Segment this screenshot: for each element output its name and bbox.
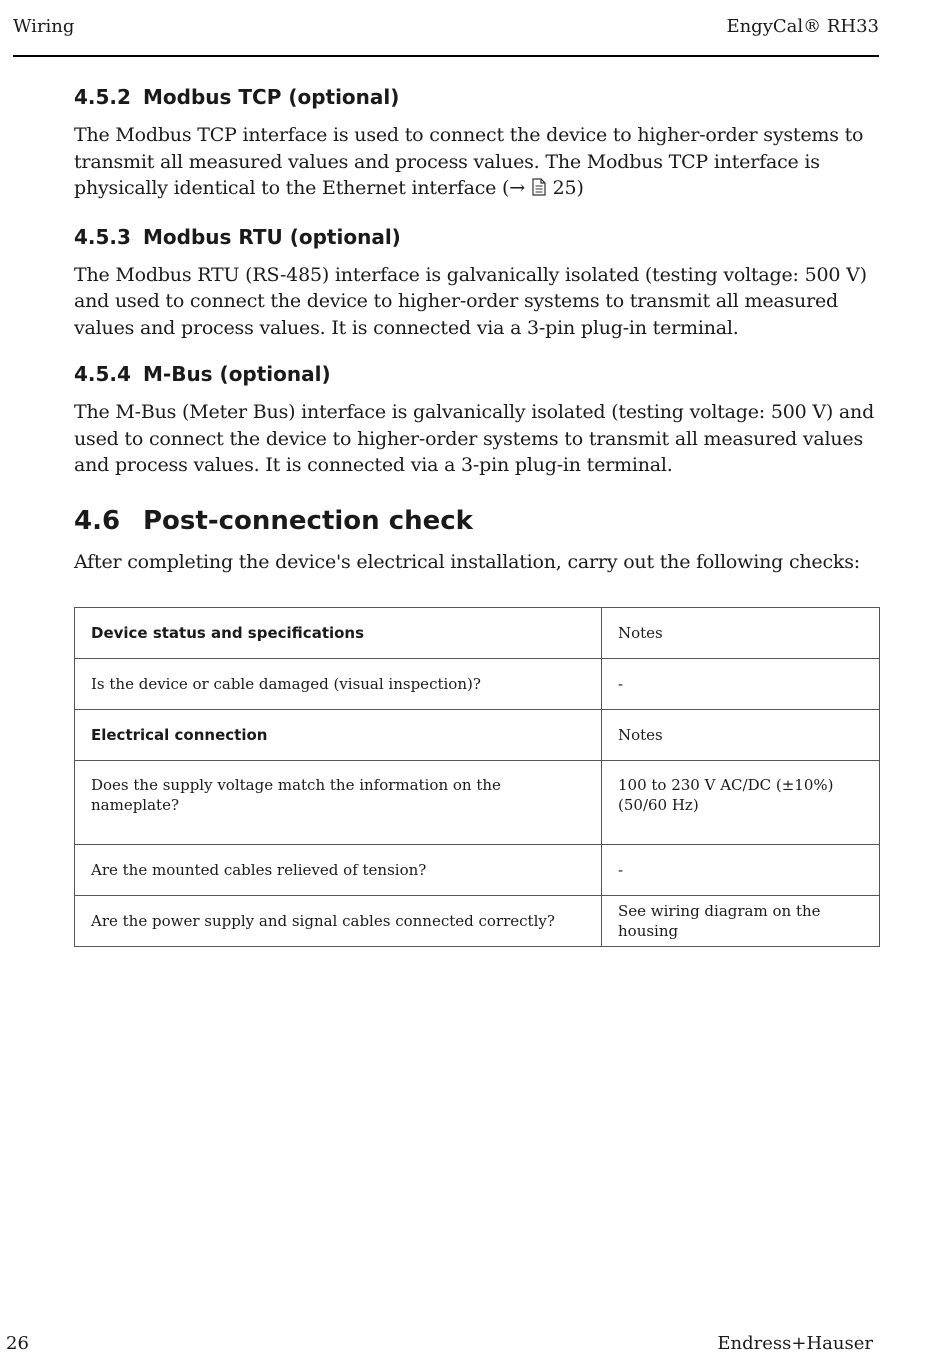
paragraph-text-end: ) [576, 177, 584, 199]
table-row [75, 710, 880, 761]
paragraph-modbus-tcp [74, 122, 880, 204]
table-notes-header: Notes [602, 608, 880, 659]
heading-number: 4.6 [74, 505, 121, 536]
note-line: 100 to 230 V AC/DC (±10%) [618, 776, 834, 794]
paragraph-m-bus: The M-Bus (Meter Bus) interface is galvanically isolated (testing voltage: 500 V) and used to connect the device to higher-order systems to transmit all measured values and process values. It is connected via a 3-pin plug-in terminal. [74, 401, 875, 476]
note-line: (50/60 Hz) [618, 796, 699, 814]
table-cell-note: - [602, 845, 880, 896]
table-cell-note [602, 761, 880, 845]
running-header-section: Wiring [13, 16, 75, 37]
heading-number: 4.5.4 [74, 362, 131, 386]
heading-modbus-tcp [74, 84, 880, 110]
heading-post-connection-check [74, 505, 880, 537]
footer-brand: Endress+Hauser [717, 1333, 873, 1354]
table-row [75, 845, 880, 896]
table-row [75, 608, 880, 659]
table-row [75, 896, 880, 947]
running-header-product: EngyCal® RH33 [726, 16, 879, 37]
page-number: 26 [6, 1333, 29, 1354]
table-group-header: Device status and specifications [75, 608, 602, 659]
heading-title: M-Bus (optional) [143, 362, 331, 386]
table-cell-check: Is the device or cable damaged (visual inspection)? [75, 659, 602, 710]
page-content [74, 84, 880, 595]
paragraph-modbus-rtu: The Modbus RTU (RS-485) interface is galvanically isolated (testing voltage: 500 V) and used to connect the device to higher-order systems to transmit all measured values and process values. It is connected via a 3-pin plug-in terminal. [74, 263, 867, 339]
heading-number: 4.5.2 [74, 85, 131, 109]
table-cell-check: Are the power supply and signal cables connected correctly? [75, 896, 602, 947]
heading-modbus-rtu [74, 224, 880, 250]
table-cell-note: - [602, 659, 880, 710]
heading-number: 4.5.3 [74, 224, 131, 249]
page-reference-link[interactable]: 25 [552, 177, 577, 199]
heading-title: Modbus RTU (optional) [143, 224, 401, 249]
heading-m-bus [74, 361, 880, 387]
header-divider [13, 55, 879, 57]
table-cell-note: See wiring diagram on the housing [602, 896, 880, 947]
table-group-header: Electrical connection [75, 710, 602, 761]
table-row [75, 761, 880, 845]
paragraph-intro-checks: After completing the device's electrical installation, carry out the following checks: [74, 550, 860, 573]
page-reference-icon [531, 177, 547, 204]
heading-title: Post-connection check [143, 505, 473, 536]
table-cell-check: Does the supply voltage match the information on the nameplate? [75, 761, 602, 845]
paragraph-text: The Modbus TCP interface is used to connect the device to higher-order systems to transmit all measured values and process values. The Modbus TCP interface is physically identical to the Ethernet interface (→ [74, 124, 864, 199]
post-connection-checklist-table [74, 607, 880, 947]
table-row [75, 659, 880, 710]
table-cell-check: Are the mounted cables relieved of tension? [75, 845, 602, 896]
heading-title: Modbus TCP (optional) [143, 85, 400, 109]
table-notes-header: Notes [602, 710, 880, 761]
